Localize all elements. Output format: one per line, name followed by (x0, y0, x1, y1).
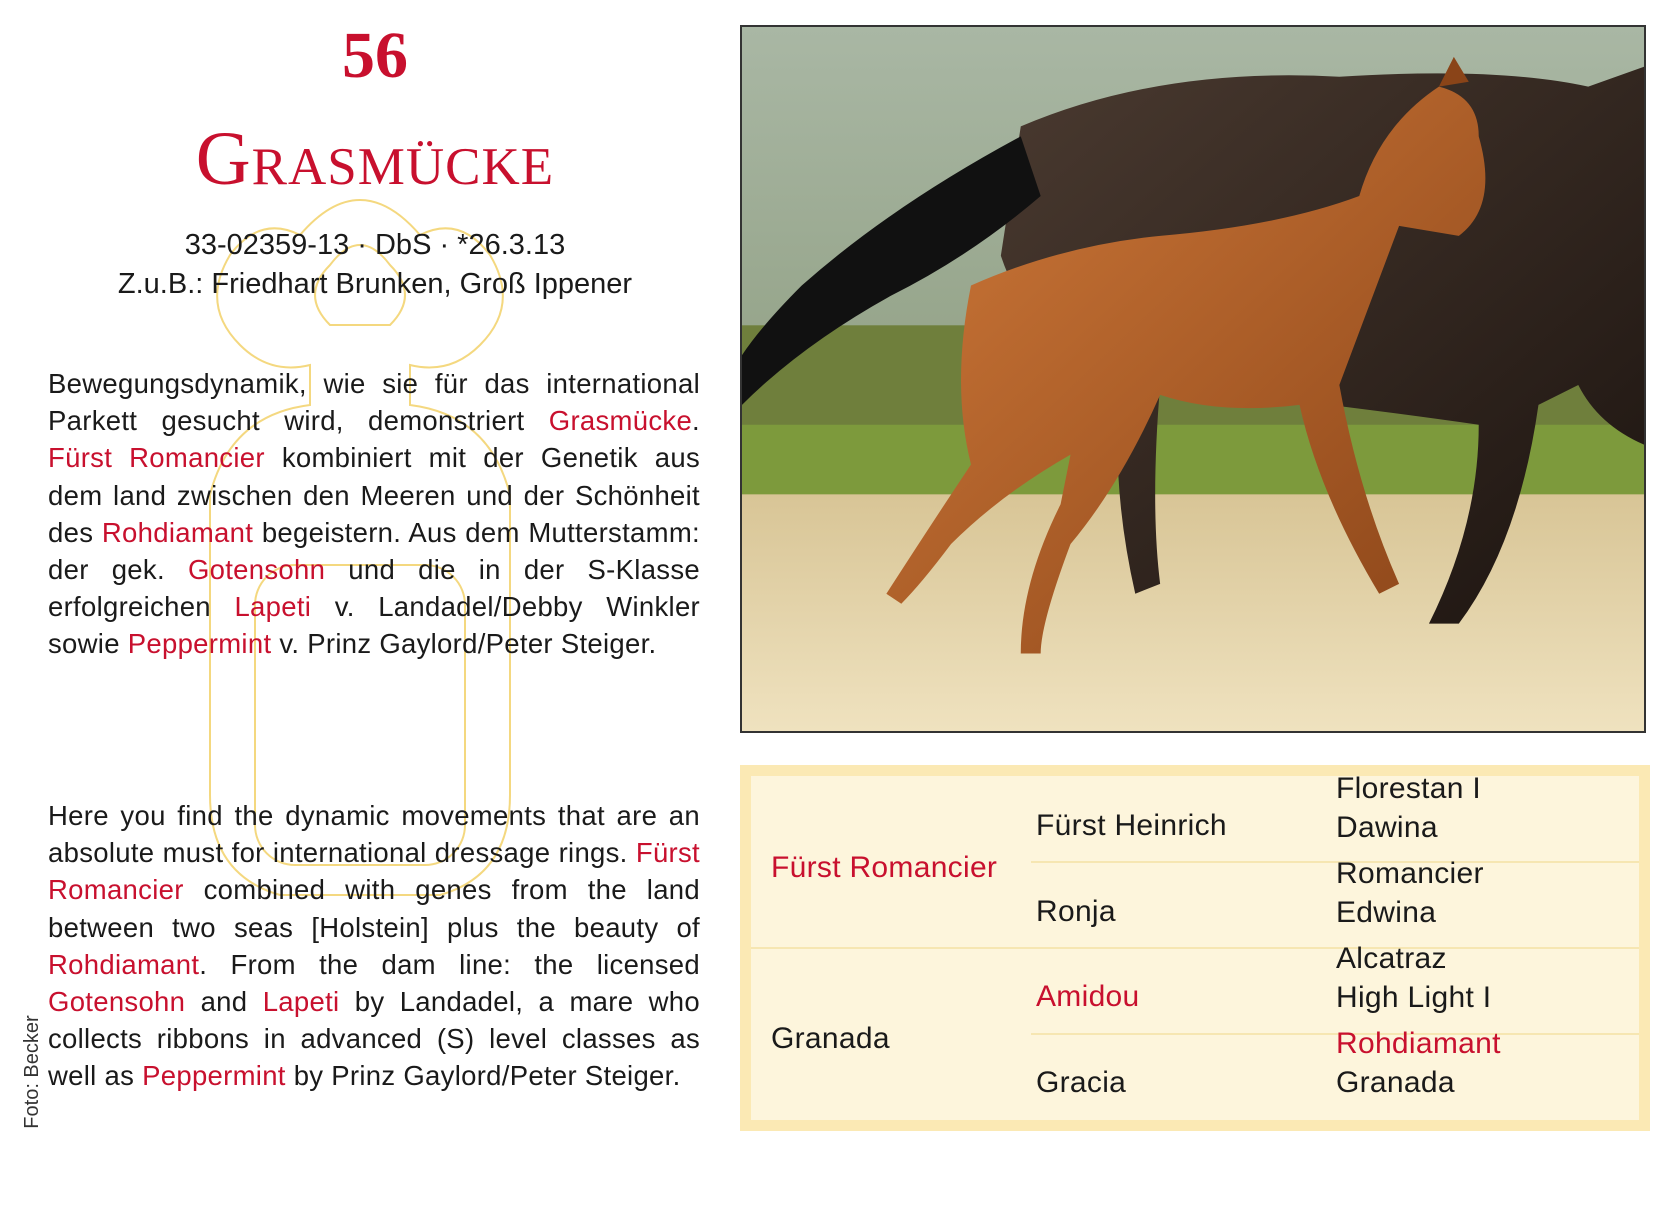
text-segment: by Prinz Gaylord/Peter Steiger. (285, 1060, 681, 1092)
text-segment: Here you find the dynamic movements that are an absolute must for international dressage rings. (48, 800, 700, 869)
pedigree-gen3: Granada (1336, 1066, 1455, 1099)
horse-meta (0, 226, 750, 304)
highlight-name: Fürst Romancier (48, 442, 265, 474)
pedigree-gen3: High Light I (1336, 981, 1492, 1014)
horse-name-title: Grasmücke (195, 117, 555, 201)
highlight-name: Grasmücke (548, 405, 693, 437)
text-segment: by Landadel, a mare who collects ribbons in advanced (S) level classes as well as (48, 986, 700, 1092)
pedigree-table (740, 765, 1650, 1131)
text-segment: v. Landadel/Debby Winkler sowie (48, 591, 701, 660)
text-segment: und die in der S-Klasse erfolgreichen (48, 554, 700, 623)
mare-and-foal-image (742, 27, 1644, 731)
pedigree-gen3: Florestan I (1336, 772, 1482, 805)
photo-credit: Foto: Becker (21, 1015, 43, 1129)
highlight-name: Lapeti (234, 591, 312, 623)
divider (751, 947, 1639, 949)
text-segment: v. Prinz Gaylord/Peter Steiger. (271, 628, 657, 660)
highlight-name: Gotensohn (48, 986, 186, 1018)
divider (1031, 861, 1639, 863)
text-segment: and (185, 986, 263, 1018)
divider (1031, 1033, 1639, 1035)
pedigree-sire-dam: Ronja (1036, 895, 1116, 928)
highlight-name: Rohdiamant (48, 948, 200, 980)
pedigree-gen3: Alcatraz (1336, 942, 1447, 975)
text-segment: . From the dam line: the licensed (199, 948, 700, 980)
highlight-name: Lapeti (262, 986, 340, 1018)
text-segment: Bewegungsdynamik, wie sie für das international Parkett gesucht wird, demonstriert (48, 368, 700, 437)
lot-number: 56 (342, 19, 408, 92)
pedigree-gen3: Edwina (1336, 896, 1437, 929)
text-segment: begeistern. Aus dem Mutterstamm: der gek. (48, 516, 700, 586)
pedigree-gen3: Dawina (1336, 811, 1438, 844)
pedigree-grid (751, 772, 1639, 1120)
text-segment: combined with genes from the land between two seas [Holstein] plus the beauty of (48, 874, 700, 943)
text-segment: . (692, 405, 700, 437)
pedigree-gen3: Rohdiamant (1336, 1027, 1501, 1060)
pedigree-sire-sire: Fürst Heinrich (1036, 809, 1227, 842)
german-description (48, 365, 700, 663)
pedigree-dam-sire: Amidou (1036, 980, 1140, 1013)
highlight-name: Peppermint (127, 628, 272, 660)
highlight-name: Peppermint (142, 1060, 286, 1092)
highlight-name: Rohdiamant (101, 516, 254, 548)
highlight-name: Gotensohn (187, 554, 326, 586)
pedigree-sire: Fürst Romancier (771, 851, 998, 884)
pedigree-dam: Granada (771, 1022, 890, 1055)
highlight-name: Fürst Romancier (48, 837, 700, 906)
pedigree-gen3: Romancier (1336, 857, 1484, 890)
text-segment: kombiniert mit der Genetik aus dem land zwischen den Meeren und der Schönheit des (48, 442, 700, 548)
pedigree-dam-dam: Gracia (1036, 1066, 1127, 1099)
registration-line: 33-02359-13 · DbS · *26.3.13 (184, 229, 566, 261)
horse-photo (740, 25, 1646, 733)
breeder-line: Z.u.B.: Friedhart Brunken, Groß Ippener (117, 268, 633, 300)
english-description (48, 797, 700, 1095)
